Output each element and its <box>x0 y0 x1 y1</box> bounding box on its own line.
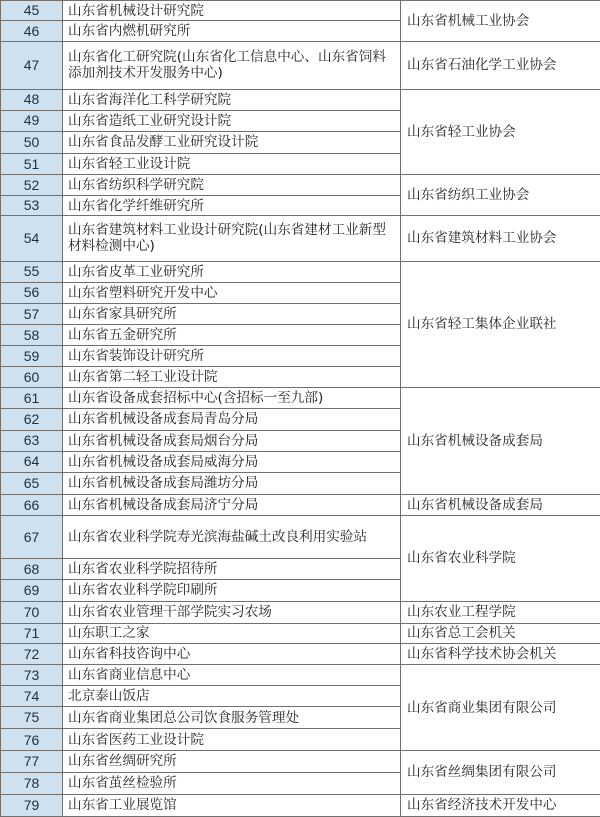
unit-name: 山东省农业管理干部学院实习农场 <box>63 601 401 623</box>
table-row <box>1 601 600 623</box>
row-number: 53 <box>1 196 63 216</box>
table-row <box>1 751 600 772</box>
unit-name: 山东省纺织科学研究院 <box>63 175 401 196</box>
unit-name: 北京泰山饭店 <box>63 686 401 707</box>
unit-name: 山东省塑料研究开发中心 <box>63 282 401 303</box>
row-number: 69 <box>1 580 63 601</box>
row-number: 72 <box>1 643 63 664</box>
unit-name: 山东省装饰设计研究所 <box>63 346 401 367</box>
supervising-org: 山东省纺织工业协会 <box>401 175 600 216</box>
supervising-org: 山东省石油化学工业协会 <box>401 42 600 89</box>
unit-name: 山东省机械设备成套局潍坊分局 <box>63 472 401 494</box>
unit-name: 山东省五金研究所 <box>63 324 401 345</box>
supervising-org: 山东省科学技术协会机关 <box>401 643 600 664</box>
unit-name: 山东省海洋化工科学研究院 <box>63 89 401 110</box>
unit-name: 山东省农业科学院寿光滨海盐碱土改良利用实验站 <box>63 516 401 559</box>
unit-name: 山东省机械设备成套局烟台分局 <box>63 430 401 451</box>
row-number: 51 <box>1 153 63 174</box>
unit-name: 山东职工之家 <box>63 623 401 643</box>
table-row <box>1 516 600 559</box>
row-number: 60 <box>1 367 63 388</box>
row-number: 68 <box>1 559 63 580</box>
supervising-org: 山东省农业科学院 <box>401 516 600 602</box>
unit-name: 山东省农业科学院招待所 <box>63 559 401 580</box>
row-number: 54 <box>1 216 63 261</box>
row-number: 78 <box>1 772 63 794</box>
table-row <box>1 42 600 89</box>
table-row <box>1 261 600 282</box>
unit-name: 山东省设备成套招标中心(含招标一至九部) <box>63 388 401 409</box>
row-number: 46 <box>1 21 63 42</box>
unit-name: 山东省轻工业设计院 <box>63 153 401 174</box>
row-number: 52 <box>1 175 63 196</box>
table-row <box>1 794 600 816</box>
unit-name: 山东省机械设备成套局青岛分局 <box>63 409 401 430</box>
supervising-org: 山东农业工程学院 <box>401 601 600 623</box>
row-number: 55 <box>1 261 63 282</box>
unit-name: 山东省化工研究院(山东省化工信息中心、山东省饲料添加剂技术开发服务中心) <box>63 42 401 89</box>
unit-name: 山东省农业科学院印刷所 <box>63 580 401 601</box>
row-number: 71 <box>1 623 63 643</box>
unit-name: 山东省食品发酵工业研究设计院 <box>63 131 401 153</box>
supervising-org: 山东省机械设备成套局 <box>401 494 600 515</box>
unit-name: 山东省科技咨询中心 <box>63 643 401 664</box>
table-row <box>1 175 600 196</box>
unit-name: 山东省丝绸研究所 <box>63 751 401 772</box>
unit-name: 山东省机械设备成套局济宁分局 <box>63 494 401 515</box>
table-row <box>1 494 600 515</box>
unit-name: 山东省内燃机研究所 <box>63 21 401 42</box>
supervising-org: 山东省机械工业协会 <box>401 1 600 42</box>
table-row <box>1 643 600 664</box>
table-row <box>1 388 600 409</box>
unit-name: 山东省商业集团总公司饮食服务管理处 <box>63 707 401 729</box>
supervising-org: 山东省商业集团有限公司 <box>401 664 600 751</box>
table-row <box>1 216 600 261</box>
row-number: 56 <box>1 282 63 303</box>
table-row <box>1 623 600 643</box>
row-number: 65 <box>1 472 63 494</box>
supervising-org: 山东省轻工集体企业联社 <box>401 261 600 388</box>
row-number: 61 <box>1 388 63 409</box>
supervising-org: 山东省总工会机关 <box>401 623 600 643</box>
row-number: 73 <box>1 664 63 685</box>
row-number: 59 <box>1 346 63 367</box>
row-number: 45 <box>1 1 63 21</box>
unit-name: 山东省商业信息中心 <box>63 664 401 685</box>
row-number: 67 <box>1 516 63 559</box>
table-row <box>1 664 600 685</box>
row-number: 50 <box>1 131 63 153</box>
row-number: 66 <box>1 494 63 515</box>
supervising-org: 山东省经济技术开发中心 <box>401 794 600 816</box>
supervising-org: 山东省机械设备成套局 <box>401 388 600 495</box>
unit-name: 山东省第二轻工业设计院 <box>63 367 401 388</box>
unit-name: 山东省皮革工业研究所 <box>63 261 401 282</box>
unit-name: 山东省茧丝检验所 <box>63 772 401 794</box>
row-number: 48 <box>1 89 63 110</box>
row-number: 58 <box>1 324 63 345</box>
unit-name: 山东省医药工业设计院 <box>63 729 401 751</box>
row-number: 47 <box>1 42 63 89</box>
row-number: 62 <box>1 409 63 430</box>
supervising-org: 山东省轻工业协会 <box>401 89 600 175</box>
unit-name: 山东省造纸工业研究设计院 <box>63 110 401 131</box>
row-number: 57 <box>1 303 63 324</box>
unit-name: 山东省化学纤维研究所 <box>63 196 401 216</box>
table-row <box>1 89 600 110</box>
unit-name: 山东省机械设备成套局威海分局 <box>63 451 401 472</box>
row-number: 77 <box>1 751 63 772</box>
row-number: 63 <box>1 430 63 451</box>
table-row <box>1 1 600 21</box>
row-number: 70 <box>1 601 63 623</box>
row-number: 64 <box>1 451 63 472</box>
row-number: 75 <box>1 707 63 729</box>
unit-name: 山东省家具研究所 <box>63 303 401 324</box>
supervising-org: 山东省丝绸集团有限公司 <box>401 751 600 794</box>
row-number: 74 <box>1 686 63 707</box>
row-number: 79 <box>1 794 63 816</box>
supervising-org: 山东省建筑材料工业协会 <box>401 216 600 261</box>
row-number: 76 <box>1 729 63 751</box>
unit-name: 山东省机械设计研究院 <box>63 1 401 21</box>
unit-name: 山东省工业展览馆 <box>63 794 401 816</box>
row-number: 49 <box>1 110 63 131</box>
unit-name: 山东省建筑材料工业设计研究院(山东省建材工业新型材料检测中心) <box>63 216 401 261</box>
